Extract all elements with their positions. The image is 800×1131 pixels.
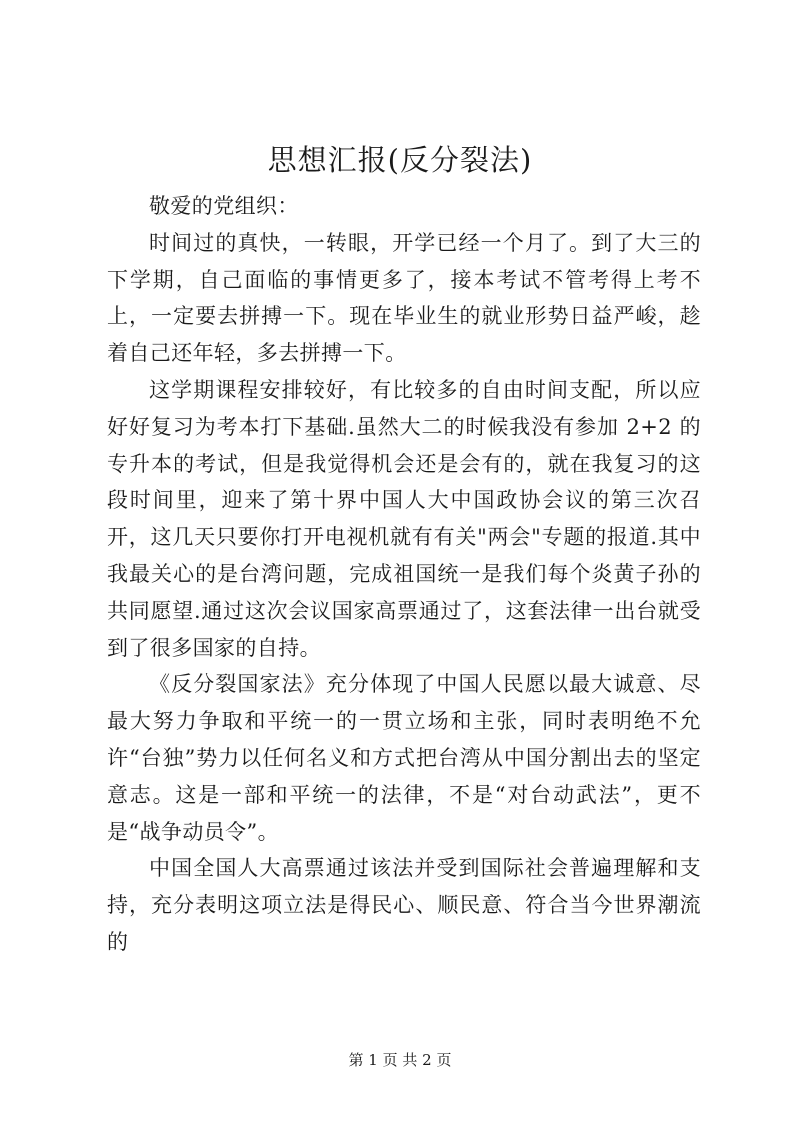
paragraph-3: 《反分裂国家法》充分体现了中国人民愿以最大诚意、尽最大努力争取和平统一的一贯立场和主张，同时表明绝不允许“台独”势力以任何名义和方式把台湾从中国分割出去的坚定意志。这是一部和平统一的法律，不是“对台动武法”，更不是“战争动员令”。 (107, 672, 701, 844)
paragraph-2: 这学期课程安排较好，有比较多的自由时间支配，所以应好好复习为考本打下基础.虽然大二的时候我没有参加 2+2 的专升本的考试，但是我觉得机会还是会有的，就在我复习的这段时间里，迎来了第十界中国人大中国政协会议的第三次召开，这几天只要你打开电视机就有有关"两会"专题的报道.其中我最关心的是台湾问题，完成祖国统一是我们每个炎黄子孙的共同愿望.通过这次会议国家高票通过了，这套法律一出台就受到了很多国家的自持。 (107, 377, 701, 660)
salutation: 敬爱的党组织： (149, 194, 299, 218)
paragraph-4: 中国全国人大高票通过该法并受到国际社会普遍理解和支持，充分表明这项立法是得民心、顺民意、符合当今世界潮流的 (107, 856, 701, 954)
document-body (107, 188, 701, 961)
document-title: 思想汇报(反分裂法) (267, 143, 533, 177)
page-footer: 第 1 页 共 2 页 (348, 1051, 452, 1069)
paragraph-1: 时间过的真快，一转眼，开学已经一个月了。到了大三的下学期，自己面临的事情更多了，接本考试不管考得上考不上，一定要去拼搏一下。现在毕业生的就业形势日益严峻，趁着自己还年轻，多去拼搏一下。 (107, 230, 701, 366)
